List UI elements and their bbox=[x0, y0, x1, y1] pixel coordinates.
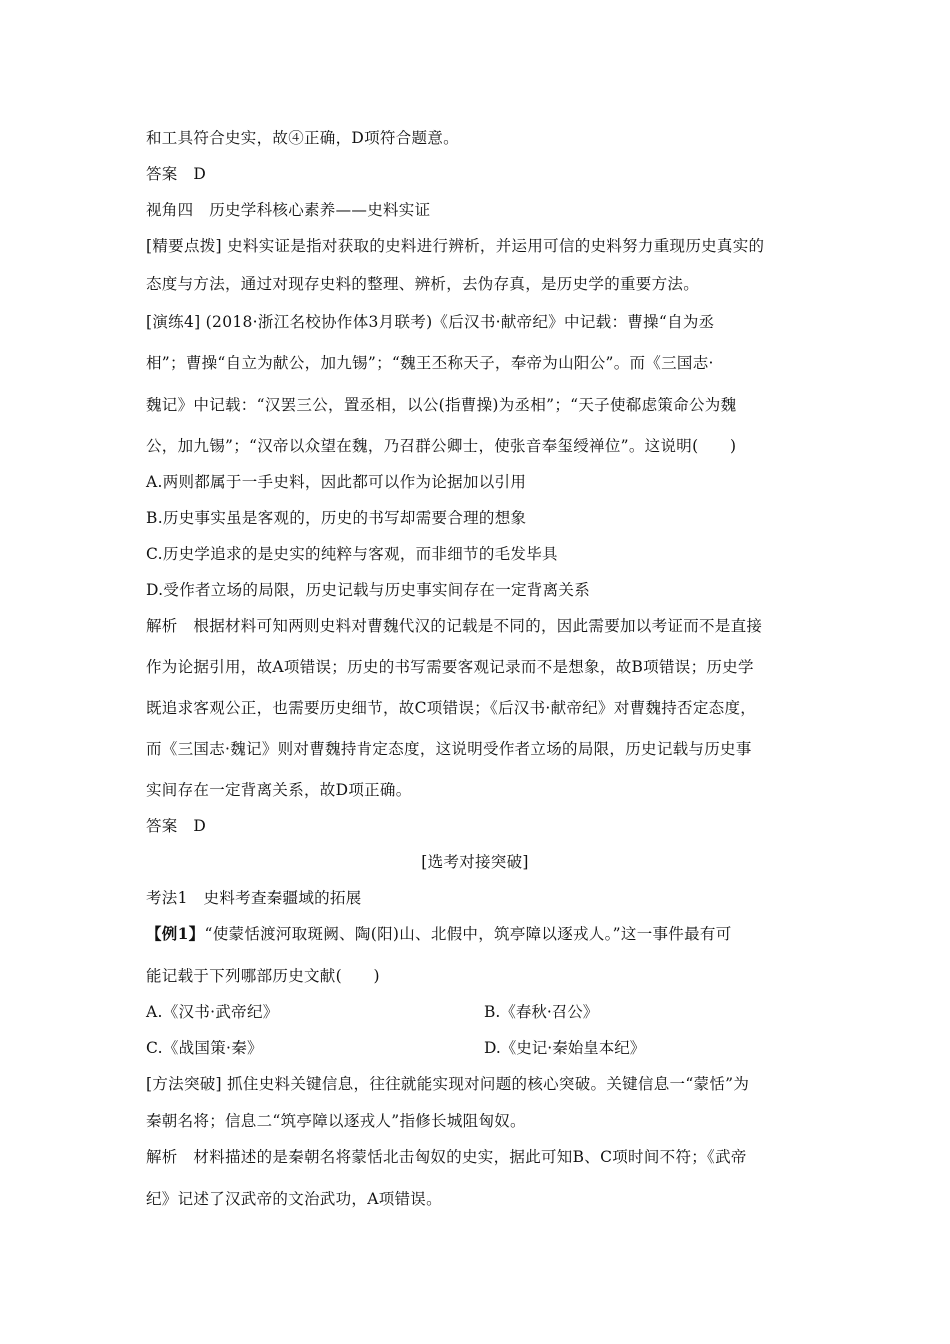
answer-line: 答案 D bbox=[146, 165, 207, 183]
method-line: [方法突破] 抓住史料关键信息，往往就能实现对问题的核心突破。关键信息一“蒙恬”为 bbox=[146, 1075, 750, 1093]
analysis-line: 解析 材料描述的是秦朝名将蒙恬北击匈奴的史实，据此可知B、C项时间不符；《武帝 bbox=[146, 1148, 747, 1166]
option-d: D.受作者立场的局限，历史记载与历史事实间存在一定背离关系 bbox=[146, 581, 591, 599]
example-label: 【例1】 bbox=[146, 924, 205, 943]
analysis-line: 实间存在一定背离关系，故D项正确。 bbox=[146, 781, 412, 799]
option-a: A.两则都属于一手史料，因此都可以作为论据加以引用 bbox=[146, 473, 527, 491]
analysis-line: 纪》记述了汉武帝的文治武功，A项错误。 bbox=[146, 1190, 442, 1208]
text-line: 和工具符合史实，故④正确，D项符合题意。 bbox=[146, 129, 459, 147]
method-line: 秦朝名将；信息二“筑亭障以逐戎人”指修长城阻匈奴。 bbox=[146, 1112, 526, 1130]
section-heading: 视角四 历史学科核心素养——史料实证 bbox=[146, 201, 431, 219]
text-line: 态度与方法，通过对现存史料的整理、辨析，去伪存真，是历史学的重要方法。 bbox=[146, 275, 700, 293]
option-a: A.《汉书·武帝纪》 bbox=[146, 1003, 279, 1021]
method-heading: 考法1 史料考查秦疆域的拓展 bbox=[146, 889, 362, 907]
question-line: 相”；曹操“自立为献公，加九锡”；“魏王丕称天子，奉帝为山阳公”。而《三国志· bbox=[146, 354, 714, 372]
analysis-line: 而《三国志·魏记》则对曹魏持肯定态度，这说明受作者立场的局限，历史记载与历史事 bbox=[146, 740, 752, 758]
option-c: C.《战国策·秦》 bbox=[146, 1039, 263, 1057]
option-b: B.历史事实虽是客观的，历史的书写却需要合理的想象 bbox=[146, 509, 527, 527]
analysis-line: 既追求客观公正，也需要历史细节，故C项错误；《后汉书·献帝纪》对曹魏持否定态度， bbox=[146, 699, 757, 717]
text-line: [精要点拨] 史料实证是指对获取的史料进行辨析，并运用可信的史料努力重现历史真实的 bbox=[146, 237, 765, 255]
question-line: [演练4] (2018·浙江名校协作体3月联考)《后汉书·献帝纪》中记载：曹操“自为丞 bbox=[146, 313, 715, 331]
question-line: 魏记》中记载：“汉罢三公，置丞相，以公(指曹操)为丞相”；“天子使郗虑策命公为魏 bbox=[146, 396, 737, 414]
section-title: [选考对接突破] bbox=[421, 853, 529, 871]
example-text: “使蒙恬渡河取斑阙、陶(阳)山、北假中，筑亭障以逐戎人。”这一事件最有可 bbox=[204, 925, 732, 943]
option-b: B.《春秋·召公》 bbox=[484, 1003, 599, 1021]
question-line: 公，加九锡”；“汉帝以众望在魏，乃召群公卿士，使张音奉玺绶禅位”。这说明( ) bbox=[146, 437, 737, 455]
analysis-line: 作为论据引用，故A项错误；历史的书写需要客观记录而不是想象，故B项错误；历史学 bbox=[146, 658, 754, 676]
analysis-line: 解析 根据材料可知两则史料对曹魏代汉的记载是不同的，因此需要加以考证而不是直接 bbox=[146, 617, 763, 635]
example-line bbox=[146, 923, 826, 945]
example-line: 能记载于下列哪部历史文献( ) bbox=[146, 967, 380, 985]
option-d: D.《史记·秦始皇本纪》 bbox=[484, 1039, 646, 1057]
answer-line: 答案 D bbox=[146, 817, 207, 835]
option-c: C.历史学追求的是史实的纯粹与客观，而非细节的毛发毕具 bbox=[146, 545, 558, 563]
